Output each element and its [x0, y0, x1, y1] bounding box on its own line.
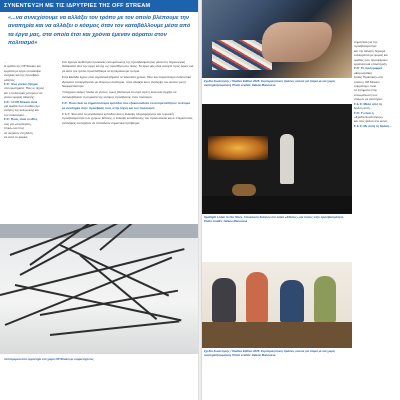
- caption-1: Σχεδία Συνάντησης / Studies Edition 2025. Συμπεριληπτικές δράσεις κοινού για άτομα με και χωρίς αναπηρία(σωματική, Photo credits: Helene Manoussa: [204, 79, 336, 87]
- left-col-line: σας για «συμπεριλη-: [4, 121, 32, 126]
- left-col-line: Σ.Ρ.: Ένα γενικό ζήτημα: [4, 82, 38, 87]
- paragraph-3: Υπάρχουν ακόμη πολλά να γίνουν, όμως βλέπουμε ότι σιγά σιγά η κοινωνία αρχίζει να αντιλαμβάνεται τη σημασία της ισότιμης πρόσβασης στον πολιτισμό.: [62, 90, 177, 99]
- right-col-line: «Σχεδία Συνάντησης»: [354, 114, 384, 119]
- right-col-line: «Ευρωπαϊκές: [354, 70, 373, 75]
- photo-workshop-hands: [202, 0, 352, 78]
- left-col-line: Σ.Κ.: Η Off Stream είναι: [4, 99, 38, 104]
- right-col-line: ενσωμάτωση των: [354, 92, 378, 97]
- right-col-line: Σ & Χ: Με αυτή τη δράση...: [354, 123, 392, 128]
- caption-2: Spotlight Listen to Our Story. Απεικόνιση θεάτρου στο λαϊκό «Αθέατες» και ταινίες στην προσβασιμότητα. Photo credits: Helene Manoussa: [204, 215, 344, 223]
- right-col-line: ατόμων με αναπηρία;: [354, 97, 383, 102]
- right-col-line: Σ.Ρ.: Τι είναι η: [354, 110, 374, 115]
- caption-3: Λεπτομέρεια από εργαστήρι στο χώρο Off Stream με συμμετέχοντες: [4, 357, 94, 361]
- right-column: [354, 40, 398, 395]
- left-col-line: πτικό» και πώς: [4, 126, 25, 131]
- left-col-line: Σ.Ρ.: Ποιες είναι οι ιδέες: [4, 117, 38, 122]
- right-col-line: οποίο η Off Stream: [354, 79, 380, 84]
- right-col-line: ομάδες που προσφέρουν: [354, 57, 388, 62]
- pull-quote: «...να συνεχίσουμε να αλλάξει τον τρόπο με τον οποίο βλέπουμε την αναπηρία και να αλλάξει ο κόσμος όταν τον καταβάλλουμε μέσα από τα έργα μας, στα οποία έτσι και χρόνια έμεναν αόρατοι στον πολιτισμό»: [8, 15, 191, 47]
- right-col-line: και την αλλαγή. Έχουμε: [354, 48, 386, 53]
- photo-installation-beams: [0, 224, 198, 354]
- photo-stage-performance: [202, 104, 352, 214]
- right-col-line: και πώς φτάνει στο κοινό;: [354, 119, 388, 124]
- left-col-line: μότητας.: [4, 77, 16, 82]
- right-col-line: Καλές Πρακτικές» στο: [354, 75, 384, 80]
- left-col-line: σε αυτό το φορέα;: [4, 134, 28, 139]
- right-col-line: εργαλεία και υποστήριξη.: [354, 62, 388, 67]
- left-col-line: εργασία με έργα να καλύψει: [4, 68, 41, 73]
- left-col-line: γίνουν φορείς αλλαγής;: [4, 95, 35, 100]
- right-col-line: συμμετέχει, ποια: [354, 84, 377, 89]
- left-column: [4, 60, 58, 220]
- photo-group-table: [202, 262, 352, 348]
- caption-4: Σχεδία Συνάντησης / Studies Edition 2025. Συμπεριληπτικές δράσεις κοινού για άτομα με και χωρίς αναπηρία(σωματική, Photo credits: Helene Manoussa: [204, 349, 336, 357]
- right-col-line: τα ζητήματα στην: [354, 88, 377, 93]
- middle-column: [62, 60, 194, 220]
- question-1: Σ.Ρ.: Ποια είναι τα σημαντικότερα εμπόδια που εξακολουθούν να αντιμετωπίζουν τα άτομα με αναπηρία στην πρόσβαση τους στην τέχνη και τον πολιτισμό;: [62, 101, 191, 110]
- paragraph-1: έτσι έχουμε υιοθετήσει πρακτικές ενσωμάτωσης της προσβασιμότητας μέσα στη δημιουργική διαδικασία από την αρχή και όχι ως προσθήκη στο τέλος. Τα έργα μας είναι ανοιχτά προς όλους και με αυτό τον τρόπο προσπαθούμε να ξεπεράσουμε τα όρια.: [62, 60, 194, 73]
- answer-1: Σ & Χ: Ένα από τα μεγαλύτερα εμπόδια είναι η έλλειψη πληροφόρησης και η φυσική προσβασιμότητα των χώρων. Επίσης, η έλλειψη εκπαίδευσης του προσωπικού και οι στερεότυπες αντιλήψεις συνεχίζουν να αποτελούν σημαντικό πρόβλημα.: [62, 112, 193, 125]
- left-col-line: του πολιτισμού...: [4, 112, 27, 117]
- right-col-line: σημαντικό για την προσβασιμότητα: [354, 40, 378, 49]
- right-col-line: Σ.Ρ.: Το πρόγραμμα: [354, 66, 383, 71]
- left-col-line: μία ομάδα που συνδέει την: [4, 104, 40, 109]
- right-col-line: Σ & Χ: Μέσα από τη: [354, 101, 383, 106]
- left-col-line: και ο πολιτισμός μπορούν να: [4, 90, 43, 95]
- left-col-line: στα ερωτήματα: Πώς οι τέχνες: [4, 86, 45, 91]
- left-col-line: Η ομάδα της Off Stream και: [4, 64, 41, 69]
- left-col-line: ...: [4, 60, 7, 64]
- left-col-line: ανάγκες και της προσβασι-: [4, 73, 40, 78]
- left-col-line: να ανήκουν στη βάση: [4, 130, 33, 135]
- left-col-line: ανάγκη της κοινωνικής και: [4, 108, 39, 113]
- paragraph-2: Στην Ελλάδα έχουν γίνει σημαντικά βήματα τα τελευταία χρόνια. Όσο και περισσότερα πολιτιστικά ιδρύματα συνεργάζονται με άτομα με αναπηρία, τόσο αλλάζει και η αντίληψη του κοινού για τη διαφορετικότητα.: [62, 75, 191, 89]
- right-col-line: δράση αυτή...: [354, 106, 373, 111]
- section-header: ΣΥΝΕΝΤΕΥΞΗ ΜΕ ΤΙΣ ΙΔΡΥΤΡΙΕΣ ΤΗΣ OFF STREAM: [0, 0, 202, 12]
- right-col-line: συνεργασία με φορείς και: [354, 53, 388, 58]
